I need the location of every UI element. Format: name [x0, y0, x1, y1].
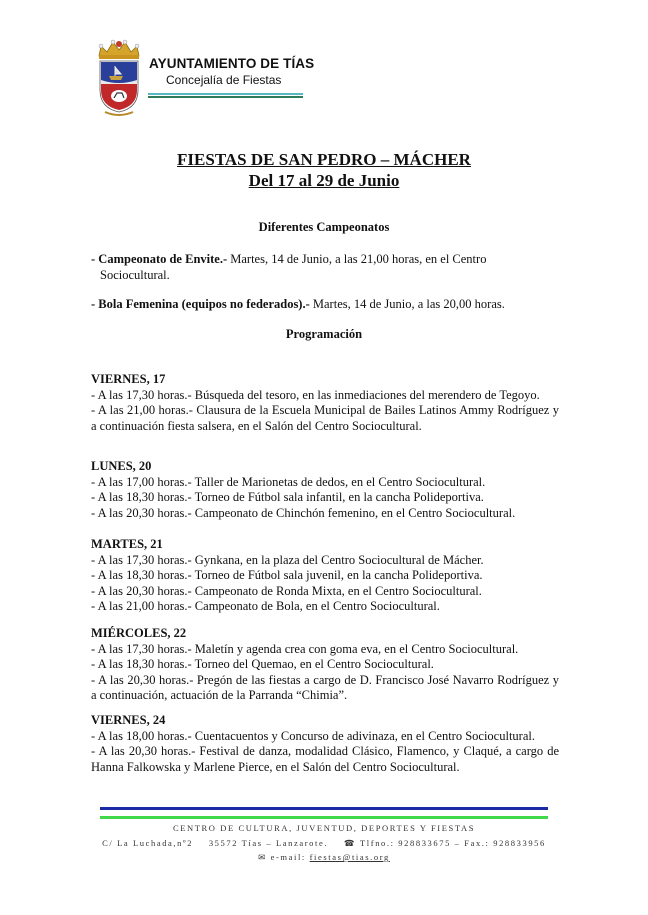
championship-name: Campeonato de Envite.- [98, 252, 228, 266]
event-item: - A las 20,30 horas.- Pregón de las fiestas a cargo de D. Francisco José Navarro Rodríguez y a continuación, actuación de la Parranda “Chimia”. [91, 672, 559, 702]
event-item: - A las 20,30 horas.- Campeonato de Chinchón femenino, en el Centro Sociocultural. [91, 505, 516, 520]
event-item: - A las 17,00 horas.- Taller de Marionetas de dedos, en el Centro Sociocultural. [91, 474, 486, 489]
program-day [91, 537, 559, 615]
program-day [91, 372, 559, 434]
email-link[interactable]: fiestas@tias.org [309, 852, 390, 862]
championship-item [91, 296, 557, 312]
header-rule-bottom [148, 96, 303, 98]
document-dates: Del 17 al 29 de Junio [248, 171, 400, 190]
event-item: - A las 21,00 horas.- Clausura de la Escuela Municipal de Bailes Latinos Ammy Rodríguez y a continuación fiesta salsera, en el Salón del Centro Sociocultural. [91, 403, 559, 433]
day-title: VIERNES, 17 [91, 372, 166, 386]
event-item: - A las 17,30 horas.- Gynkana, en la plaza del Centro Sociocultural de Mácher. [91, 552, 484, 567]
day-title: MIÉRCOLES, 22 [91, 626, 187, 640]
footer-contact [0, 838, 648, 849]
footer-phone: Tlfno.: 928833675 – Fax.: 928833956 [360, 838, 546, 848]
bullet-dash: - [91, 252, 99, 266]
event-item: - A las 20,30 horas.- Festival de danza, modalidad Clásico, Flamenco, y Claqué, a cargo de Hanna Falkowska y Marlene Pierce, en el Salón del Centro Sociocultural. [91, 744, 559, 774]
day-title: MARTES, 21 [91, 537, 163, 551]
footer-rule-green [100, 816, 548, 819]
program-day [91, 459, 559, 521]
header-rule-top [148, 93, 303, 95]
org-subtitle: Concejalía de Fiestas [166, 73, 282, 87]
event-item: - A las 18,30 horas.- Torneo de Fútbol sala juvenil, en la cancha Polideportiva. [91, 568, 483, 582]
event-item: - A las 18,00 horas.- Cuentacuentos y Concurso de adivinaza, en el Centro Sociocultural. [91, 728, 535, 743]
footer-rule-blue [100, 807, 548, 810]
championship-item [91, 251, 557, 283]
event-item: - A las 18,30 horas.- Torneo de Fútbol sala infantil, en la cancha Polideportiva. [91, 490, 484, 504]
footer-address: C/ La Luchada,nº2 [102, 838, 194, 848]
document-title: FIESTAS DE SAN PEDRO – MÁCHER [177, 150, 471, 169]
event-item: - A las 21,00 horas.- Campeonato de Bola, en el Centro Sociocultural. [91, 599, 440, 613]
bullet-dash: - [91, 297, 99, 311]
event-item: - A las 18,30 horas.- Torneo del Quemao, en el Centro Sociocultural. [91, 657, 434, 671]
coat-of-arms-icon [93, 38, 145, 118]
footer-city: 35572 Tías – Lanzarote. [208, 838, 329, 848]
program-day [91, 626, 559, 704]
org-name: AYUNTAMIENTO DE TÍAS [149, 56, 315, 71]
footer-department: CENTRO DE CULTURA, JUVENTUD, DEPORTES Y FIESTAS [172, 823, 476, 833]
day-title: LUNES, 20 [91, 459, 152, 473]
footer-email-line [0, 852, 648, 863]
event-item: - A las 17,30 horas.- Maletín y agenda crea con goma eva, en el Centro Sociocultural. [91, 641, 519, 656]
email-label: e-mail: [270, 852, 306, 862]
phone-icon: ☎ [343, 838, 357, 848]
championship-details-cont: Sociocultural. [100, 268, 170, 282]
program-heading: Programación [285, 327, 363, 341]
footer-phone-group [344, 838, 546, 848]
event-item: - A las 20,30 horas.- Campeonato de Ronda Mixta, en el Centro Sociocultural. [91, 583, 482, 598]
championship-details: Martes, 14 de Junio, a las 21,00 horas, en el Centro [227, 252, 487, 266]
email-icon: ✉ [258, 852, 267, 862]
championships-heading: Diferentes Campeonatos [258, 220, 390, 234]
program-day [91, 713, 559, 775]
event-item: - A las 17,30 horas.- Búsqueda del tesoro, en las inmediaciones del merendero de Tegoyo. [91, 387, 540, 402]
championship-details: Martes, 14 de Junio, a las 20,00 horas. [309, 297, 505, 311]
day-title: VIERNES, 24 [91, 713, 166, 727]
championship-name: Bola Femenina (equipos no federados).- [98, 297, 310, 311]
